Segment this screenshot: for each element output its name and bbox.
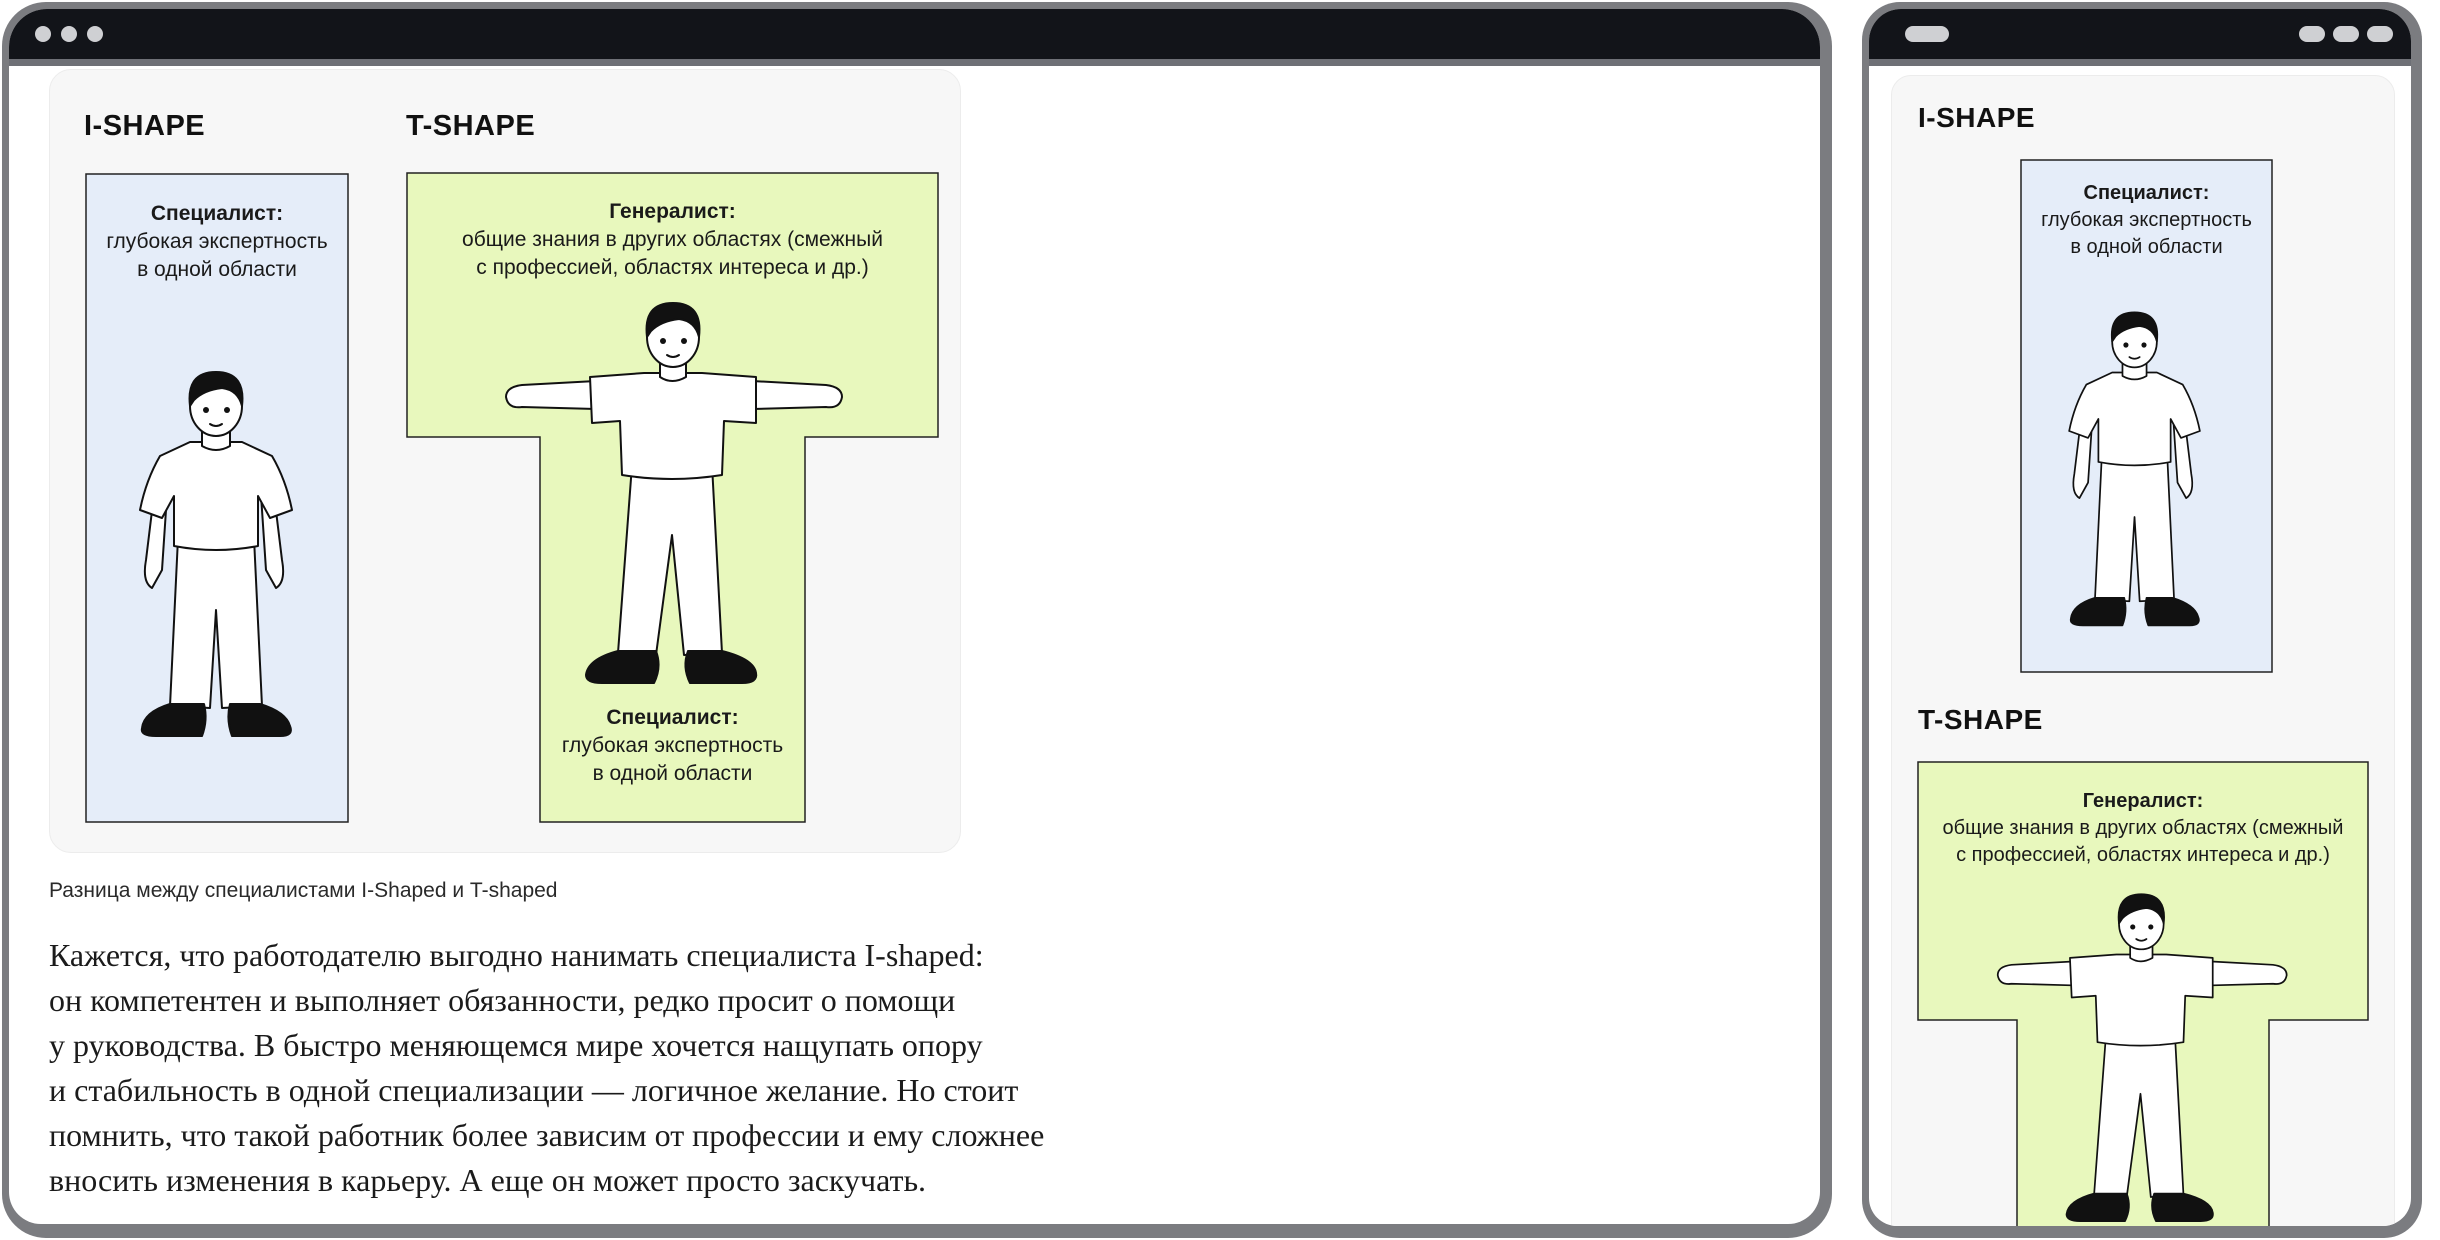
titlebar-divider [9,59,1820,66]
tshape-title: T-SHAPE [1918,704,2043,735]
tshape-specialist-label: Специалист: глубокая экспертность в одной области [561,706,784,785]
mobile-titlebar [1869,9,2411,59]
ishape-title: I-SHAPE [1918,102,2036,133]
window-dot-icon[interactable] [61,26,77,42]
figure-caption: Разница между специалистами I-Shaped и T-shaped [49,879,558,902]
ishape-title: I-SHAPE [84,110,206,142]
window-dot-icon[interactable] [35,26,51,42]
mobile-viewport [1869,9,2411,1226]
person-figure-icon [1996,896,2296,1226]
tshape-title: T-SHAPE [406,110,536,142]
person-figure-icon [504,305,844,685]
window-pill-icon[interactable] [2333,26,2359,42]
person-figure-icon [2064,302,2230,682]
ishape-label: Специалист: глубокая экспертность в одной области [106,202,328,281]
mobile-window [1862,2,2422,1238]
article-paragraph: Кажется, что работодателю выгодно нанимать специалиста I-shaped: он компетентен и выполняет обязанности, редко просит о помощи у руководства. В быстро меняющемся мире хочется нащупать опору и стабильность в одной специализации — логичное желание. Но стоит помнить, что такой работник более зависим от профессии и ему сложнее вносить изменения в карьеру. А еще он может просто заскучать. [49,937,1045,1198]
tshape-generalist-label: Генералист: общие знания в других областях (смежный с профессией, областях интереса и др.) [462,200,883,279]
tshape-generalist-label: Генералист: общие знания в других областях (смежный с профессией, областях интереса и др.) [1942,790,2344,866]
window-dot-icon[interactable] [87,26,103,42]
desktop-viewport [9,9,1820,1224]
person-figure-icon [134,360,300,740]
window-pill-icon[interactable] [1905,26,1949,42]
titlebar-divider [1869,59,2411,66]
desktop-titlebar [9,9,1820,59]
window-pill-icon[interactable] [2299,26,2325,42]
desktop-window [2,2,1832,1238]
window-pill-icon[interactable] [2367,26,2393,42]
illustration-card [49,69,961,853]
mobile-illustration-card [1891,75,2395,1226]
ishape-label: Специалист: глубокая экспертность в одной области [2041,182,2252,258]
